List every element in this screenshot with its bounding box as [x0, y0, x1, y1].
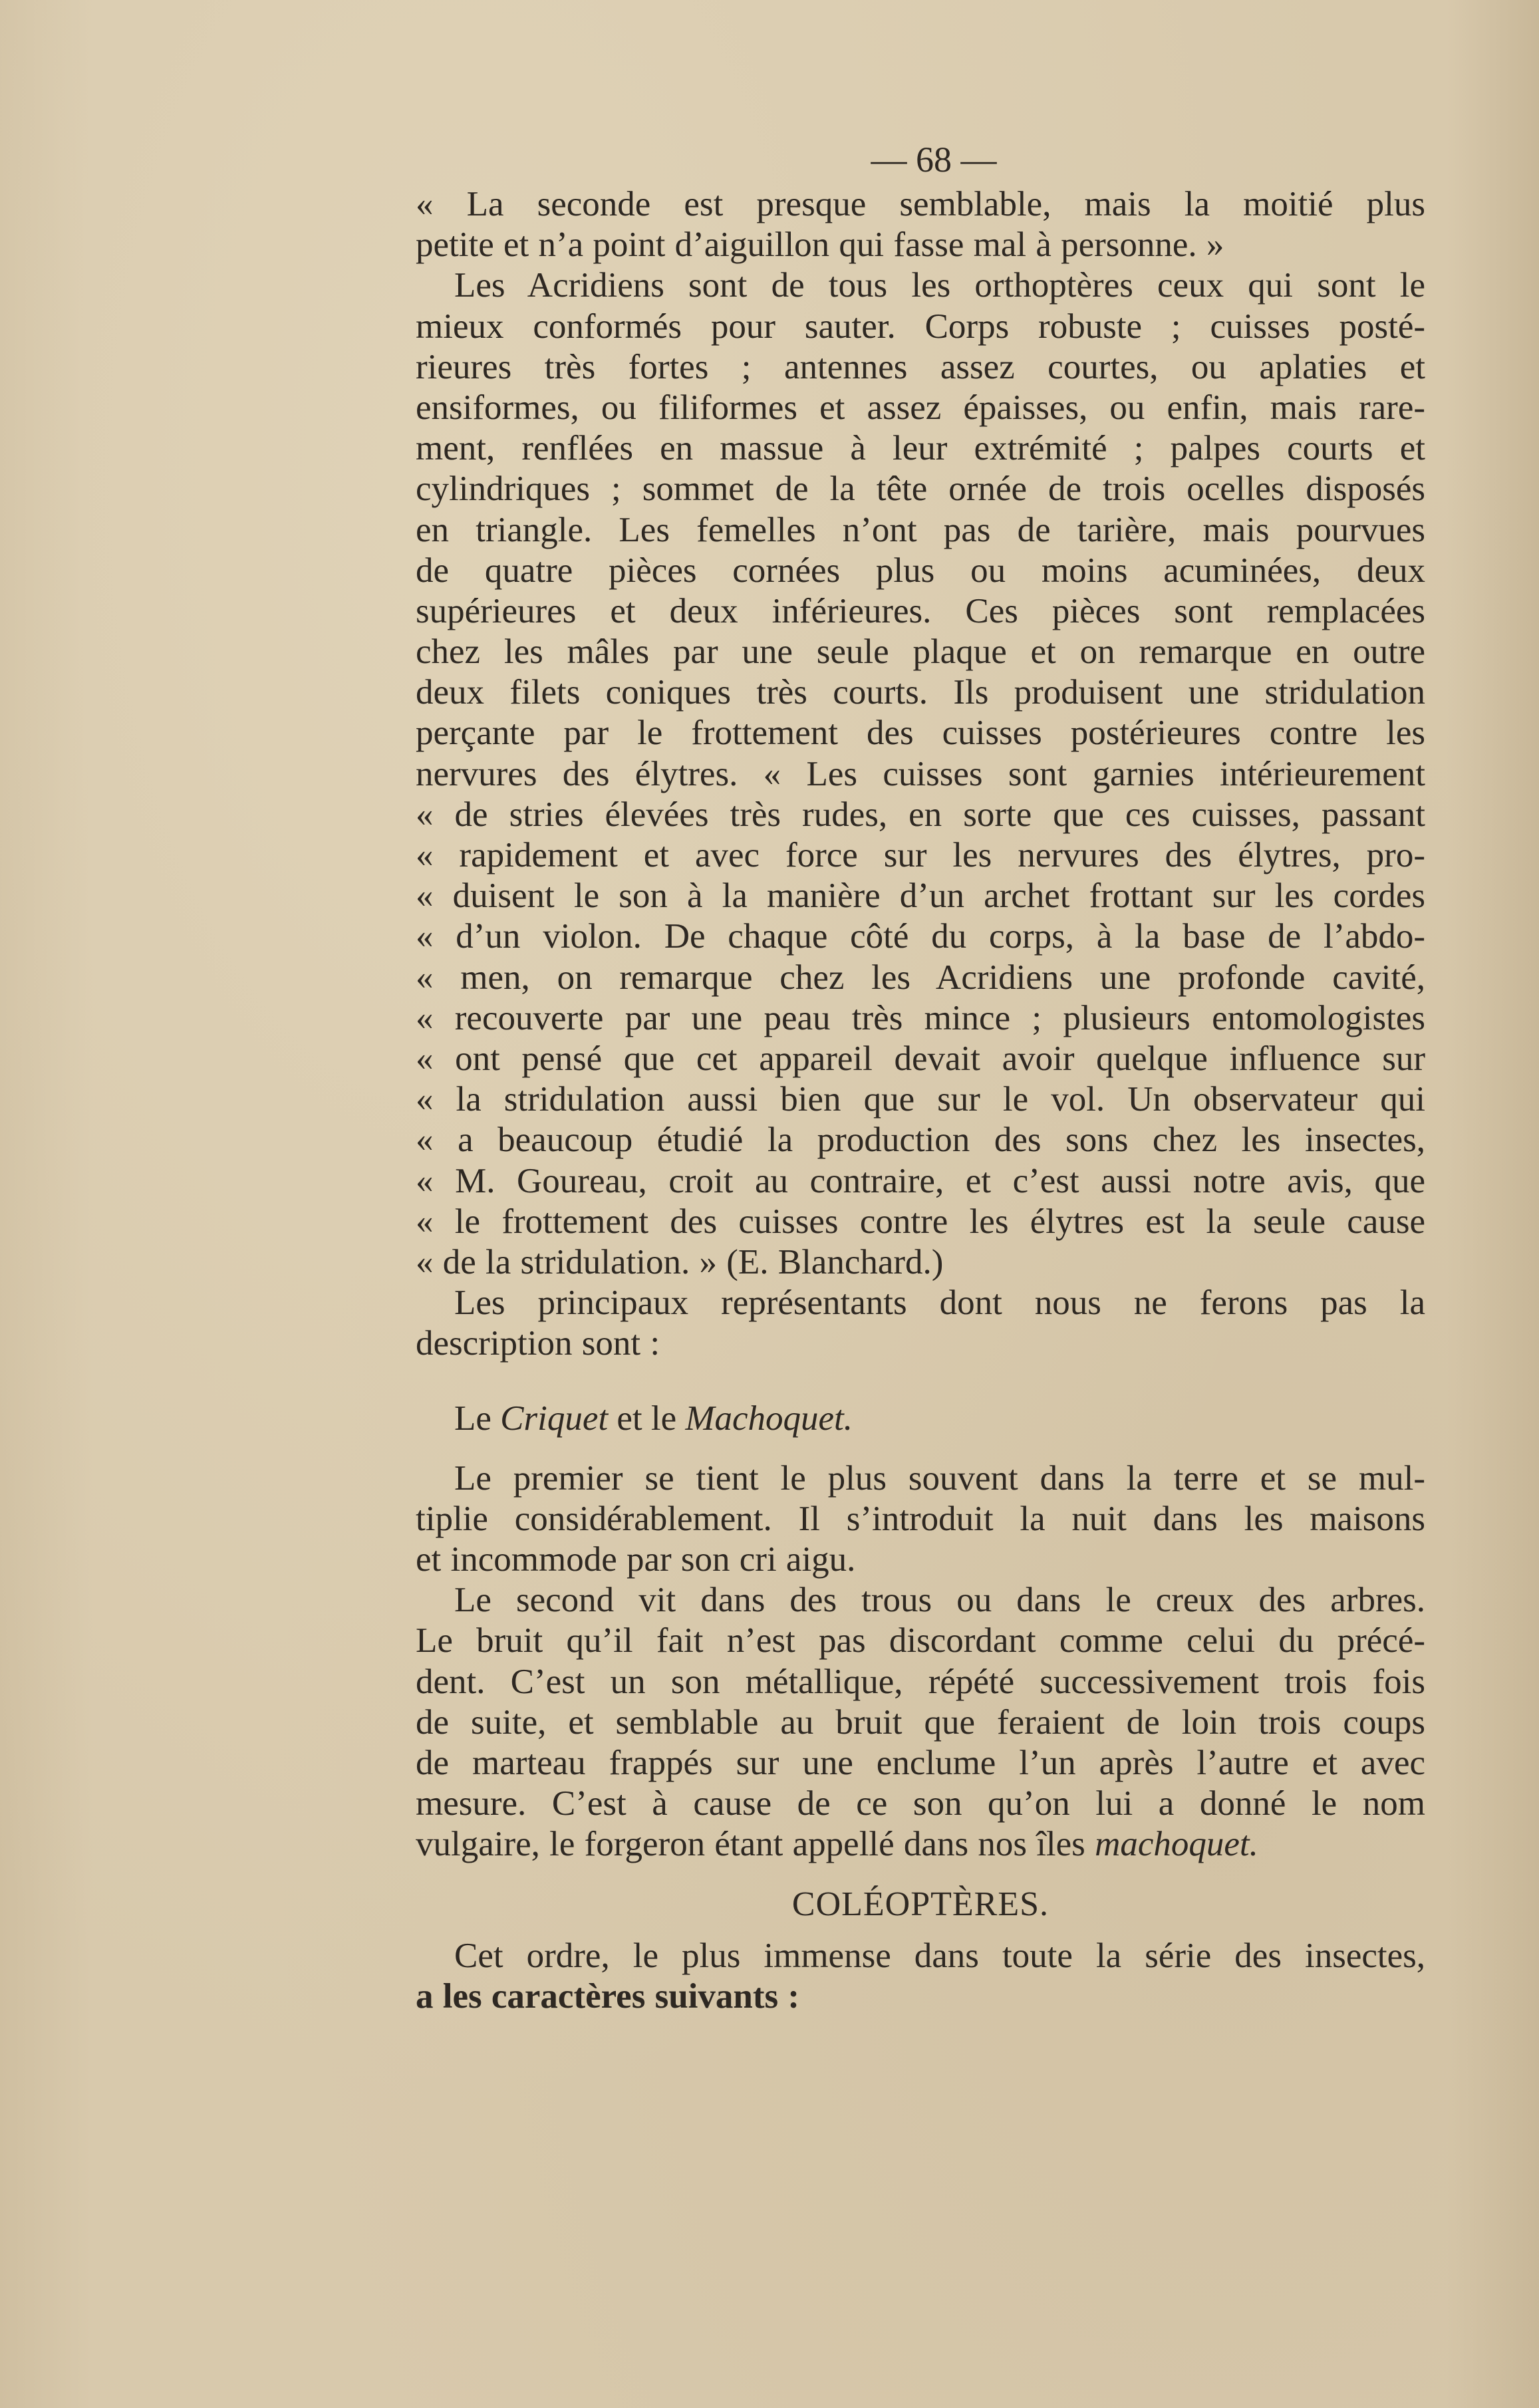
- text-line: supérieures et deux inférieures. Ces pièces sont remplacées: [416, 591, 1425, 630]
- paragraph-second: [416, 1580, 1425, 1865]
- text-line: « de la stridulation. » (E. Blanchard.): [416, 1242, 944, 1281]
- page-number: — 68 —: [871, 140, 997, 180]
- text-line: Le premier se tient le plus souvent dans la terre et se mul-: [454, 1458, 1425, 1498]
- last-line-italic: machoquet.: [1095, 1825, 1258, 1864]
- text-line: de quatre pièces cornées plus ou moins acuminées, deux: [416, 551, 1425, 590]
- subheading-name-criquet: Criquet: [500, 1399, 609, 1438]
- text-line: deux filets coniques très courts. Ils produisent une stridulation: [416, 673, 1425, 712]
- paragraph-representants: [416, 1283, 1425, 1364]
- text-line: « rapidement et avec force sur les nervures des élytres, pro-: [416, 836, 1425, 874]
- text-line: « ont pensé que cet appareil devait avoir quelque influence sur: [416, 1039, 1425, 1078]
- text-line: « M. Goureau, croit au contraire, et c’est aussi notre avis, que: [416, 1161, 1425, 1200]
- text-line: perçante par le frottement des cuisses postérieures contre les: [416, 714, 1425, 753]
- subheading-connector: et le: [617, 1399, 677, 1438]
- text-line: « recouverte par une peau très mince ; plusieurs entomologistes: [416, 998, 1425, 1037]
- text-line: Le second vit dans des trous ou dans le creux des arbres.: [454, 1581, 1425, 1620]
- text-line: mesure. C’est à cause de ce son qu’on lui a donné le nom: [416, 1784, 1425, 1823]
- text-line: « le frottement des cuisses contre les élytres est la seule cause: [416, 1202, 1425, 1241]
- text-line: « men, on remarque chez les Acridiens une profonde cavité,: [416, 958, 1425, 997]
- section-title-coleopteres: COLÉOPTÈRES.: [791, 1885, 1049, 1923]
- subheading-prefix: Le: [454, 1399, 491, 1438]
- text-line: nervures des élytres. « Les cuisses sont garnies intérieurement: [416, 754, 1425, 793]
- text-line: Cet ordre, le plus immense dans toute la série des insectes,: [454, 1936, 1425, 1975]
- text-line-last: [416, 1824, 1425, 1865]
- text-line: ensiformes, ou filiformes et assez épaisses, ou enfin, mais rare-: [416, 388, 1425, 427]
- text-line: chez les mâles par une seule plaque et on remarque en outre: [416, 632, 1425, 672]
- text-line: de suite, et semblable au bruit que feraient de loin trois coups: [416, 1702, 1425, 1742]
- text-block: [416, 136, 1425, 2017]
- last-line-text: vulgaire, le forgeron étant appellé dans nos îles: [416, 1825, 1085, 1864]
- text-line: petite et n’a point d’aiguillon qui fasse mal à personne. »: [416, 225, 1224, 265]
- paragraph-quote-end: [416, 184, 1425, 265]
- text-line: Le bruit qu’il fait n’est pas discordant comme celui du précé-: [416, 1621, 1425, 1661]
- paragraph-acridiens: [416, 265, 1425, 1283]
- text-line: tiplie considérablement. Il s’introduit la nuit dans les maisons: [416, 1499, 1425, 1538]
- text-line: « duisent le son à la manière d’un archet frottant sur les cordes: [416, 876, 1425, 916]
- text-line: description sont :: [416, 1324, 660, 1363]
- text-line: mieux conformés pour sauter. Corps robuste ; cuisses posté-: [416, 307, 1425, 346]
- text-line: « d’un violon. De chaque côté du corps, à la base de l’abdo-: [416, 917, 1425, 956]
- text-line: « a beaucoup étudié la production des sons chez les insectes,: [416, 1121, 1425, 1160]
- text-line: cylindriques ; sommet de la tête ornée de trois ocelles disposés: [416, 469, 1425, 509]
- text-line: « de stries élevées très rudes, en sorte que ces cuisses, passant: [416, 795, 1425, 834]
- text-line: dent. C’est un son métallique, répété successivement trois fois: [416, 1662, 1425, 1701]
- text-line: rieures très fortes ; antennes assez courtes, ou aplaties et: [416, 347, 1425, 386]
- subheading-name-machoquet: Machoquet.: [685, 1399, 853, 1438]
- paragraph-premier: [416, 1458, 1425, 1581]
- text-line: ment, renflées en massue à leur extrémité ; palpes courts et: [416, 429, 1425, 468]
- text-line: et incommode par son cri aigu.: [416, 1540, 856, 1579]
- paragraph-coleopteres: [416, 1936, 1425, 2017]
- text-line: Les principaux représentants dont nous ne ferons pas la: [454, 1283, 1425, 1323]
- text-line: Les Acridiens sont de tous les orthoptères ceux qui sont le: [454, 266, 1425, 305]
- text-line: « La seconde est presque semblable, mais la moitié plus: [416, 185, 1425, 223]
- subheading-criquet-machoquet: [416, 1399, 1425, 1439]
- text-line: a les caractères suivants :: [416, 1976, 800, 2016]
- text-line: en triangle. Les femelles n’ont pas de tarière, mais pourvues: [416, 510, 1425, 549]
- text-line: de marteau frappés sur une enclume l’un après l’autre et avec: [416, 1743, 1425, 1782]
- text-line: « la stridulation aussi bien que sur le vol. Un observateur qui: [416, 1080, 1425, 1119]
